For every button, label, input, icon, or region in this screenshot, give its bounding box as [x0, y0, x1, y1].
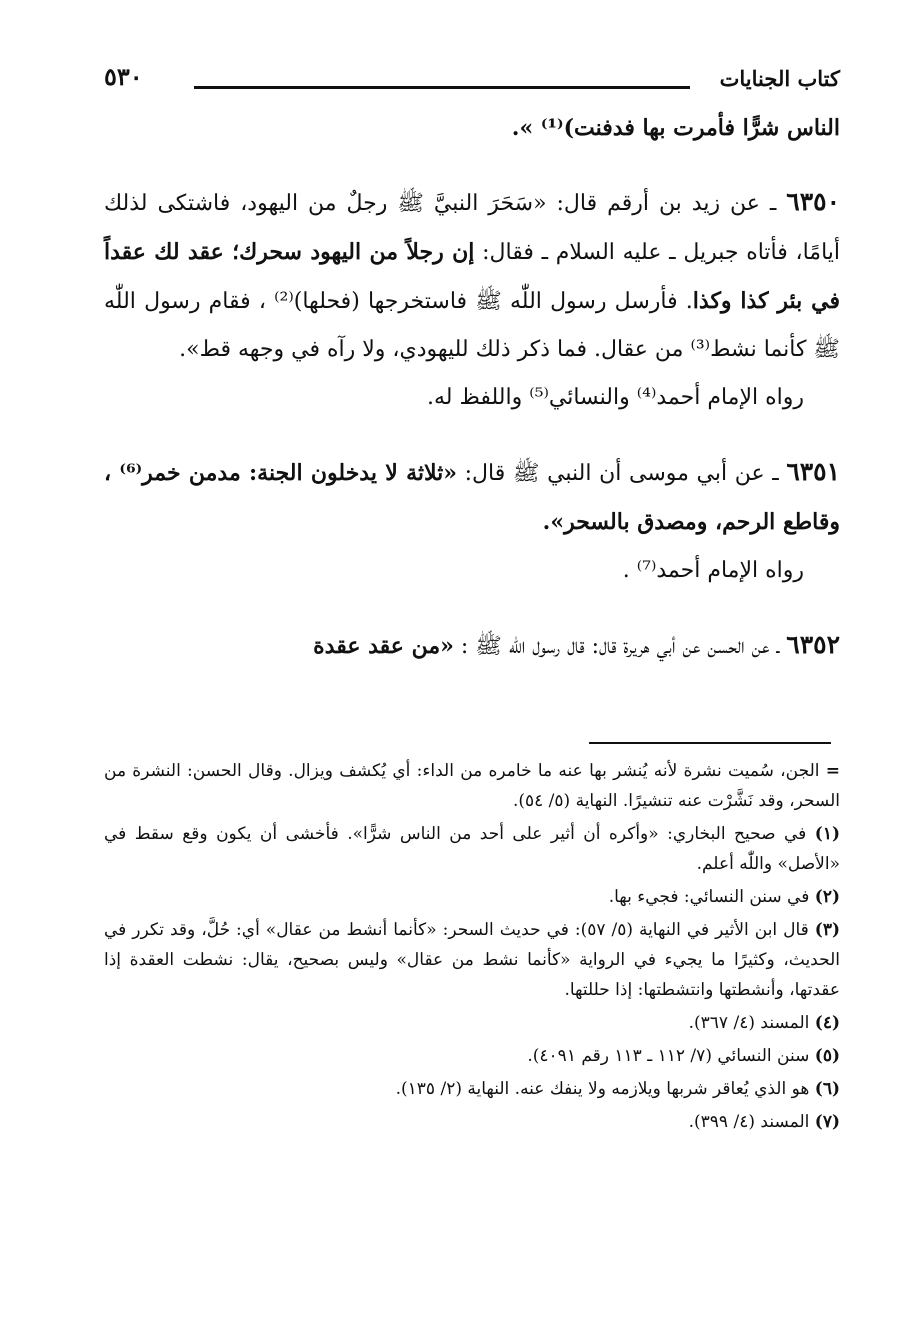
- footnote-mark: (٥): [814, 1046, 840, 1066]
- footnote: [104, 1107, 840, 1137]
- hadith-bold-text: «ثلاثة لا يدخلون الجنة: مدمن خمر⁽⁶⁾ ، وقاطع الرحم، ومصدق بالسحر».: [104, 460, 840, 535]
- hadith-text: ـ عن أبي موسى أن النبي ﷺ قال:: [457, 461, 787, 486]
- hadith-source: رواه الإمام أحمد⁽⁷⁾ .: [622, 558, 804, 583]
- footnote-separator: [589, 742, 831, 744]
- footnote-text: المسند (٤/ ٣٦٧).: [688, 1013, 810, 1033]
- footnote-text: في صحيح البخاري: «وأكره أن أثير على أحد من الناس شرًّا». فأخشى أن يكون وقع سقط في «الأصل» واللّٰه أعلم.: [104, 824, 840, 874]
- footnote: [104, 915, 840, 1005]
- footnote-mark: (٤): [814, 1013, 840, 1033]
- footnote-text: قال ابن الأثير في النهاية (٥/ ٥٧): في حديث السحر: «كأنما أنشط من عقال» أي: حُلَّ، وقد تكرر في الحديث، وكثيرًا ما يجيء في الرواية «كأنما نشط من عقال» وليس بصحيح، يقال: نشطت العقدة إذا عقدتها، وأنشطتها وانتشطتها: إذا حللتها.: [104, 920, 840, 1000]
- footnote-mark: (١): [814, 824, 841, 844]
- hadith-text: ـ عن زيد بن أرقم قال: «سَحَرَ النبيَّ ﷺ رجلٌ من اليهود، فاشتكى لذلك أيامًا، فأتاه جبريل ـ عليه السلام ـ فقال:: [104, 191, 841, 265]
- hadith-text: . فأرسل رسول اللّٰه ﷺ فاستخرجها (فحلها)⁽²⁾ ، فقام رسول اللّٰه ﷺ كأنما نشط⁽³⁾ من عقال. فما ذكر ذلك لليهودي، ولا رآه في وجهه قط».: [104, 289, 840, 362]
- footnote-mark: (٢): [814, 887, 840, 907]
- footnote-text: المسند (٤/ ٣٩٩).: [688, 1112, 810, 1132]
- footnote: [104, 1008, 840, 1038]
- hadith-source: رواه الإمام أحمد⁽⁴⁾ والنسائي⁽⁵⁾ واللفظ له.: [427, 385, 804, 410]
- book-title: كتاب الجنايات: [719, 66, 840, 91]
- footnote-text: سنن النسائي (٧/ ١١٢ ـ ١١٣ رقم ٤٠٩١).: [527, 1046, 810, 1066]
- hadith-number: ٦٣٥١: [786, 457, 841, 486]
- footnote: [104, 756, 840, 816]
- hadith-6351: [104, 448, 840, 547]
- footnote-mark: =: [825, 761, 840, 781]
- footnote-text: الجن، سُميت نشرة لأنه يُنشر بها عنه ما خامره من الداء: أي يُكشف ويزال. وقال الحسن: النشرة من السحر، وقد نَشَّرْت عنه تنشيرًا. النهاية (٥/ ٥٤).: [104, 761, 840, 811]
- hadith-6352: [104, 621, 840, 671]
- footnote: [104, 882, 840, 912]
- hadith-number: ٦٣٥٠: [786, 187, 840, 216]
- footnote: [104, 1074, 840, 1104]
- hadith-number: ٦٣٥٢: [786, 630, 840, 659]
- footnote: [104, 1041, 840, 1071]
- main-text: [104, 104, 840, 671]
- footnote-mark: (٦): [814, 1079, 840, 1099]
- footnote-text: في سنن النسائي: فجيء بها.: [608, 887, 810, 907]
- hadith-bold-text: «من عقد عقدة: [313, 633, 454, 659]
- footnote-mark: (٣): [814, 920, 840, 940]
- page-header: [104, 60, 840, 100]
- hadith-bold-text: إن رجلاً من اليهود سحرك؛ عقد لك عقداً في بئر كذا وكذا: [104, 239, 841, 314]
- footnote-mark: (٧): [814, 1112, 840, 1132]
- page-number: ٥٣٠: [104, 62, 143, 91]
- opening-line: الناس شرًّا فأمرت بها فدفنت)⁽¹⁾ ».: [511, 115, 840, 141]
- hadith-6350: [104, 178, 840, 374]
- footnote: [104, 819, 840, 879]
- footnotes: [104, 756, 840, 1140]
- header-rule: [194, 86, 690, 89]
- hadith-text: ـ عن الحسن عن أبي هريرة قال: قال رسول اللّٰه ﷺ :: [453, 634, 787, 659]
- footnote-text: هو الذي يُعاقر شربها ويلازمه ولا ينفك عنه. النهاية (٢/ ١٣٥).: [395, 1079, 810, 1099]
